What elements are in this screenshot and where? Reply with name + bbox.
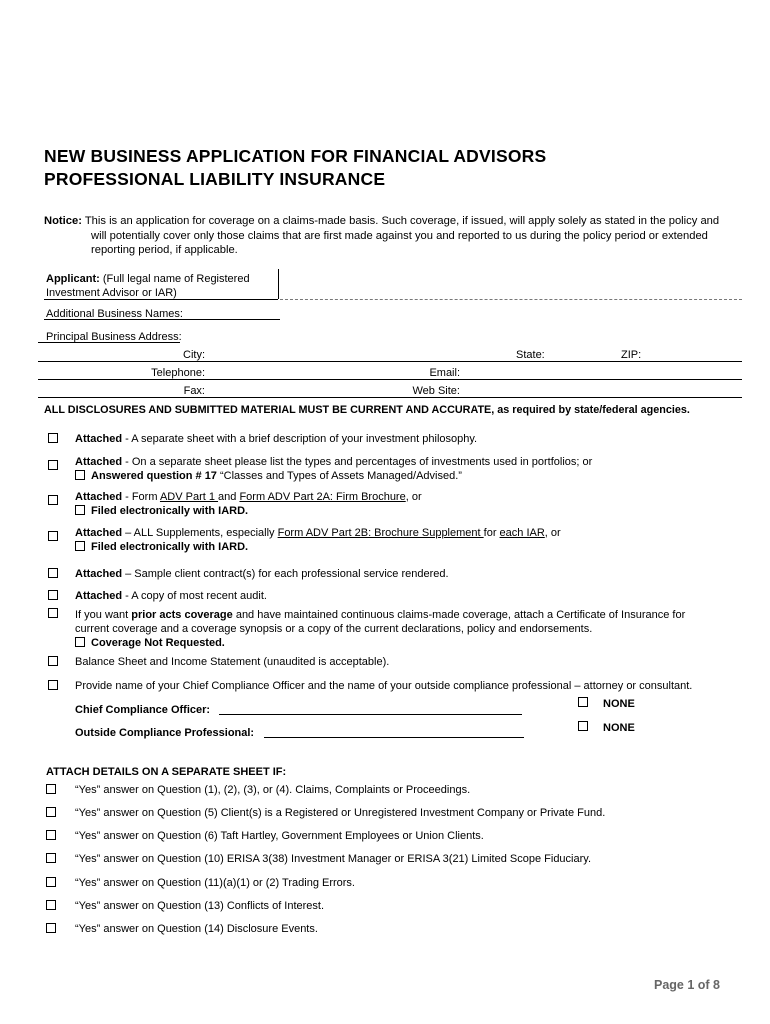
principal-address-field[interactable] [190,328,740,343]
item6-bold: Attached [75,590,123,602]
item1-bold: Attached [75,433,123,445]
applicant-label-bold: Applicant: [46,273,100,285]
item9-text: Provide name of your Chief Compliance Officer and the name of your outside compliance professional – attorney or consultant. [75,680,693,692]
email-field[interactable] [464,365,742,379]
checkbox-investment-philosophy[interactable] [48,433,58,443]
page-number: Page 1 of 8 [654,978,720,992]
fax-label: Fax: [183,385,205,397]
telephone-label: Telephone: [151,367,205,379]
zip-field[interactable] [646,347,742,361]
item3-post: , or [405,491,422,503]
applicant-name-field[interactable] [279,271,741,298]
city-row-underline [38,361,742,362]
checkbox-compliance-officer[interactable] [48,680,58,690]
checkbox-filed-iard-1[interactable] [75,505,85,515]
item-prior-acts [75,608,745,650]
checkbox-supplements[interactable] [48,531,58,541]
item7-sub-bold: Coverage Not Requested. [91,637,225,649]
item-investment-types [75,455,745,483]
document-title [44,145,546,191]
fax-row-underline [38,397,742,398]
item-supplements [75,526,745,554]
adv-part2b-link[interactable]: Form ADV Part 2B: Brochure Supplement [277,527,484,539]
attach-q11: “Yes” answer on Question (11)(a)(1) or (2) Trading Errors. [75,877,355,889]
state-field[interactable] [552,347,612,361]
item4-pre: – ALL Supplements, especially [122,527,278,539]
checkbox-cco-none[interactable] [578,697,588,707]
disclosure-rest: as required by state/federal agencies. [494,404,690,416]
item-balance-sheet [75,655,745,669]
item1-text: - A separate sheet with a brief description of your investment philosophy. [122,433,478,445]
checkbox-q1[interactable] [46,784,56,794]
website-label: Web Site: [412,385,460,397]
item7-bold: prior acts coverage [131,609,233,621]
checkbox-coverage-not-requested[interactable] [75,637,85,647]
adv-part2a-link[interactable]: Form ADV Part 2A: Firm Brochure [239,491,406,503]
checkbox-answered-q17[interactable] [75,470,85,480]
checkbox-prior-acts[interactable] [48,608,58,618]
attach-q14: “Yes” answer on Question (14) Disclosure Events. [75,923,318,935]
checkbox-q13[interactable] [46,900,56,910]
attach-q6: “Yes” answer on Question (6) Taft Hartley, Government Employees or Union Clients. [75,830,484,842]
item-compliance-officer [75,679,745,693]
state-label: State: [516,349,545,361]
email-label: Email: [429,367,460,379]
ocp-field[interactable] [264,723,524,737]
disclosure-statement [44,403,690,417]
item7-pre: If you want [75,609,132,621]
notice-label: Notice: [44,215,82,227]
applicant-underline [44,299,278,300]
item3-pre: - Form [122,491,160,503]
item-recent-audit [75,589,745,603]
city-label: City: [183,349,205,361]
checkbox-balance-sheet[interactable] [48,656,58,666]
item7-text-2: current coverage and a coverage synopsis or a copy of the current declarations, policy and endorsements. [75,623,593,635]
additional-names-label: Additional Business Names: [46,308,183,320]
checkbox-ocp-none[interactable] [578,721,588,731]
zip-label: ZIP: [621,349,642,361]
additional-names-label-underline [44,319,280,320]
each-iar-link[interactable]: each IAR [499,527,545,539]
cco-none-label: NONE [603,698,635,710]
item-investment-philosophy [75,432,745,446]
additional-names-field[interactable] [282,304,740,319]
checkbox-q10[interactable] [46,853,56,863]
item5-text: – Sample client contract(s) for each professional service rendered. [122,568,449,580]
item4-mid: for [483,527,500,539]
cco-field[interactable] [219,700,522,714]
applicant-label [46,272,276,300]
item2-sub-bold: Answered question # 17 [91,470,217,482]
checkbox-filed-iard-2[interactable] [75,541,85,551]
item2-sub-text: “Classes and Types of Assets Managed/Advised.” [216,470,462,482]
checkbox-q5[interactable] [46,807,56,817]
item-sample-contracts [75,567,745,581]
notice-text-2: will potentially cover only those claims that are first made against you and reported to us during the policy period or extended [91,229,708,242]
item4-post: , or [544,527,561,539]
checkbox-investment-types[interactable] [48,460,58,470]
ocp-none-label: NONE [603,722,635,734]
checkbox-q14[interactable] [46,923,56,933]
cco-label: Chief Compliance Officer: [75,704,211,716]
city-field[interactable] [210,347,510,361]
notice-paragraph [44,214,734,258]
item4-sub-bold: Filed electronically with IARD. [91,541,249,553]
attach-q10: “Yes” answer on Question (10) ERISA 3(38) Investment Manager or ERISA 3(21) Limited Scope Fiduciary. [75,853,592,865]
item4-bold: Attached [75,527,123,539]
principal-address-underline [38,342,180,343]
checkbox-adv-part1[interactable] [48,495,58,505]
attach-details-heading: ATTACH DETAILS ON A SEPARATE SHEET IF: [46,766,287,778]
applicant-field-underline [280,299,742,300]
title-line-2: PROFESSIONAL LIABILITY INSURANCE [44,169,386,189]
item3-bold: Attached [75,491,123,503]
item2-text: - On a separate sheet please list the types and percentages of investments used in portfolios; or [122,456,593,468]
applicant-label-text-2: Investment Advisor or IAR) [46,287,177,299]
cco-underline [219,714,522,715]
item3-sub-bold: Filed electronically with IARD. [91,505,249,517]
item6-text: - A copy of most recent audit. [122,590,267,602]
checkbox-recent-audit[interactable] [48,590,58,600]
item7-text: and have maintained continuous claims-made coverage, attach a Certificate of Insurance for [232,609,686,621]
item2-bold: Attached [75,456,123,468]
checkbox-q11[interactable] [46,877,56,887]
website-field[interactable] [464,383,742,397]
checkbox-q6[interactable] [46,830,56,840]
item5-bold: Attached [75,568,123,580]
ocp-underline [264,737,524,738]
checkbox-sample-contracts[interactable] [48,568,58,578]
title-line-1: NEW BUSINESS APPLICATION FOR FINANCIAL ADVISORS [44,146,547,166]
attach-q1: “Yes” answer on Question (1), (2), (3), or (4). Claims, Complaints or Proceedings. [75,784,471,796]
attach-q13: “Yes” answer on Question (13) Conflicts of Interest. [75,900,325,912]
item-adv-part1 [75,490,745,518]
ocp-label: Outside Compliance Professional: [75,727,255,739]
notice-text-3: reporting period, if applicable. [91,244,238,256]
disclosure-bold: ALL DISCLOSURES AND SUBMITTED MATERIAL MUST BE CURRENT AND ACCURATE, [44,404,495,416]
attach-q5: “Yes” answer on Question (5) Client(s) is a Registered or Unregistered Investment Company or Private Fund. [75,807,606,819]
adv-part1-link[interactable]: ADV Part 1 [159,491,219,503]
applicant-label-text-1: (Full legal name of Registered [99,273,250,285]
item8-text: Balance Sheet and Income Statement (unaudited is acceptable). [75,656,390,668]
telephone-row-underline [38,379,742,380]
notice-text-1: This is an application for coverage on a claims-made basis. Such coverage, if issued, will apply solely as stated in the policy and [81,215,720,227]
principal-address-label: Principal Business Address: [46,331,182,343]
item3-mid: and [218,491,240,503]
